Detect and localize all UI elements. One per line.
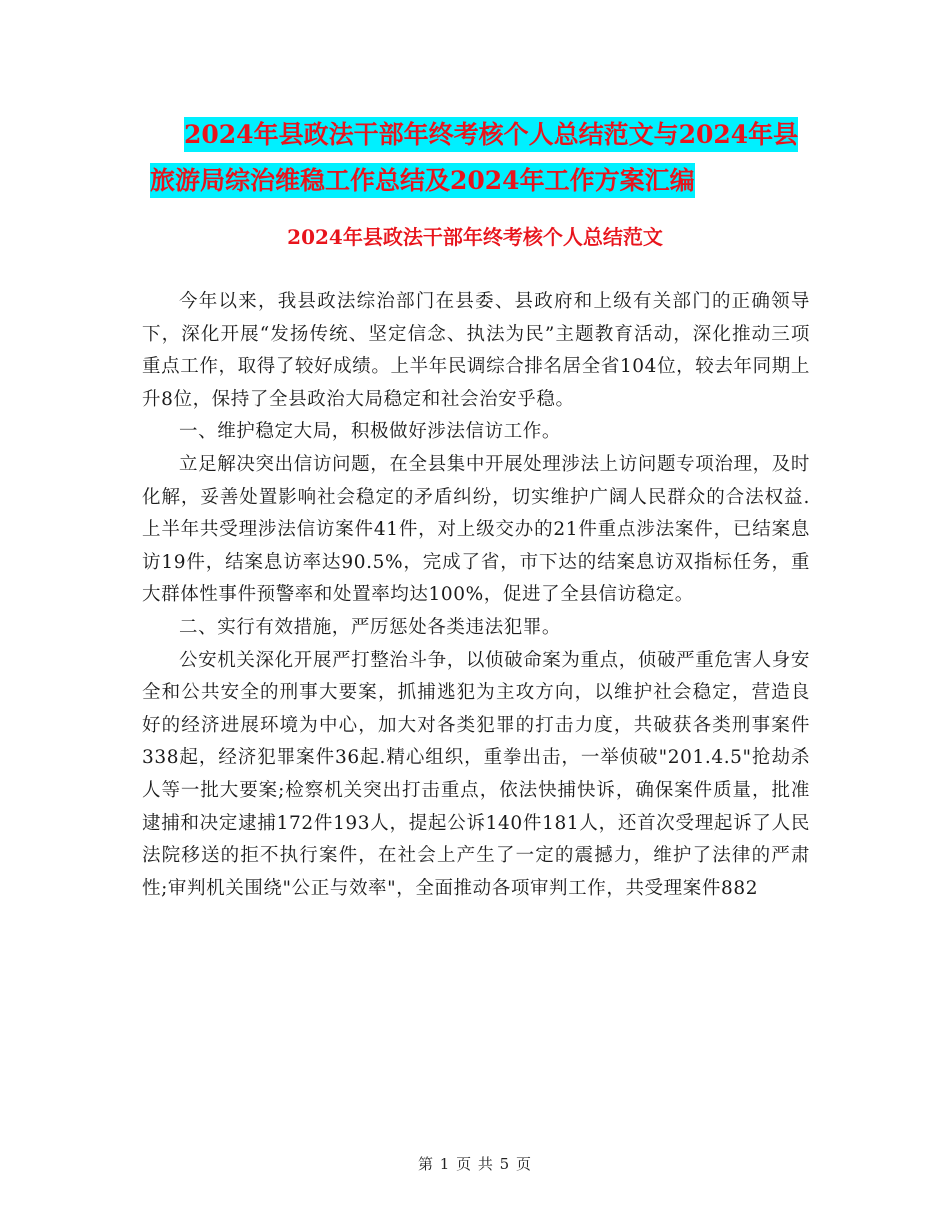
title-highlight-2: 旅游局综治维稳工作总结及2024年工作方案汇编 — [150, 163, 695, 198]
document-title-line-1 — [150, 112, 830, 158]
paragraph-heading-1: 一、维护稳定大局，积极做好涉法信访工作。 — [179, 421, 562, 443]
paragraph-crime-crackdown: 公安机关深化开展严打整治斗争，以侦破命案为重点，侦破严重危害人身安全和公共安全的刑事大要案，抓捕逃犯为主攻方向，以维护社会稳定，营造良好的经济进展环境为中心，加大对各类犯罪的打击力度，共破获各类刑事案件338起，经济犯罪案件36起.精心组织，重拳出击，一举侦破"201.4.5"抢劫杀人等一批大要案;检察机关突出打击重点，依法快捕快诉，确保案件质量，批准逮捕和决定逮捕172件193人，提起公诉140件181人，还首次受理起诉了人民法院移送的拒不执行案件，在社会上产生了一定的震撼力，维护了法律的严肃性;审判机关围绕"公正与效率"，全面推动各项审判工作，共受理案件882 — [142, 649, 810, 899]
document-body — [142, 286, 810, 905]
document-title — [150, 112, 830, 204]
title-highlight-1: 2024年县政法干部年终考核个人总结范文与2024年县 — [184, 117, 798, 152]
section-title: 2024年县政法干部年终考核个人总结范文 — [287, 225, 663, 249]
document-title-line-2 — [150, 158, 830, 204]
page-footer: 第 1 页 共 5 页 — [418, 1155, 532, 1173]
paragraph-heading-2: 二、实行有效措施，严厉惩处各类违法犯罪。 — [179, 616, 562, 638]
paragraph-intro: 今年以来，我县政法综治部门在县委、县政府和上级有关部门的正确领导下，深化开展“发扬传统、坚定信念、执法为民”主题教育活动，深化推动三项重点工作，取得了较好成绩。上半年民调综合排名居全省104位，较去年同期上升8位，保持了全县政治大局稳定和社会治安乎稳。 — [142, 291, 810, 410]
paragraph-petition-work: 立足解决突出信访问题，在全县集中开展处理涉法上访问题专项治理，及时化解，妥善处置影响社会稳定的矛盾纠纷，切实维护广阔人民群众的合法权益.上半年共受理涉法信访案件41件，对上级交办的21件重点涉法案件，已结案息访19件，结案息访率达90.5%，完成了省，市下达的结案息访双指标任务，重大群体性事件预警率和处置率均达100%，促进了全县信访稳定。 — [142, 453, 810, 606]
